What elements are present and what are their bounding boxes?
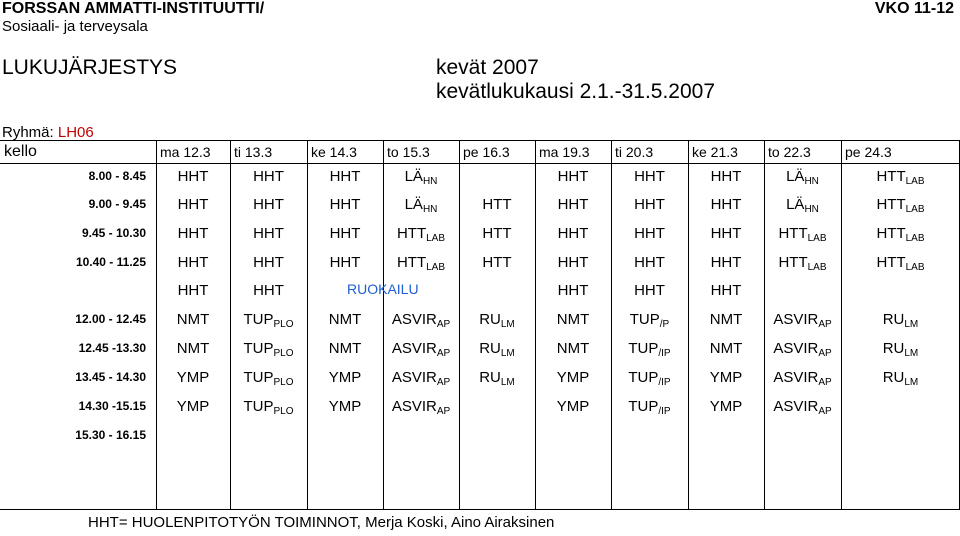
time-slot: 9.45 - 10.30 bbox=[81, 225, 146, 240]
cell-subscript: AP bbox=[818, 405, 832, 417]
timetable bbox=[0, 140, 960, 510]
group-name: LH06 bbox=[57, 124, 94, 141]
table-cell bbox=[156, 225, 230, 242]
cell-code: ASVIR bbox=[391, 339, 437, 357]
cell-subscript: AP bbox=[436, 318, 451, 330]
cell-subscript: AP bbox=[436, 405, 451, 417]
cell-subscript: AP bbox=[436, 347, 451, 359]
time-slot: 12.00 - 12.45 bbox=[75, 311, 146, 326]
cell-code: YMP bbox=[709, 397, 743, 415]
table-cell bbox=[764, 168, 841, 187]
cell-code: HHT bbox=[253, 253, 284, 271]
day-header: ke 21.3 bbox=[692, 144, 738, 160]
cell-code: YMP bbox=[556, 397, 590, 415]
group-label-text: Ryhmä: bbox=[2, 124, 58, 141]
table-cell bbox=[611, 311, 688, 330]
cell-code: NMT bbox=[556, 339, 590, 357]
cell-code: HHT bbox=[710, 195, 742, 213]
table-cell bbox=[230, 340, 307, 359]
day-header: to 22.3 bbox=[768, 144, 811, 160]
table-cell bbox=[611, 340, 688, 359]
cell-code: HTT bbox=[876, 195, 906, 213]
cell-subscript: PLO bbox=[273, 376, 294, 388]
table-cell bbox=[535, 196, 611, 213]
table-cell bbox=[230, 254, 307, 271]
cell-code: HHT bbox=[329, 167, 361, 185]
time-slot: 15.30 - 16.15 bbox=[75, 428, 146, 442]
cell-code: HHT bbox=[557, 167, 589, 185]
table-cell bbox=[688, 196, 764, 213]
cell-code: HTT bbox=[778, 253, 808, 271]
table-cell bbox=[611, 196, 688, 213]
table-cell bbox=[611, 282, 688, 299]
cell-code: NMT bbox=[709, 310, 743, 328]
cell-code: TUP bbox=[243, 339, 274, 357]
table-cell bbox=[688, 369, 764, 386]
cell-code: ASVIR bbox=[391, 368, 437, 386]
cell-subscript: /IP bbox=[658, 405, 671, 417]
cell-code: RU bbox=[882, 339, 905, 357]
cell-code: HTT bbox=[876, 224, 906, 242]
cell-subscript: LAB bbox=[905, 232, 925, 244]
table-cell bbox=[230, 196, 307, 213]
table-cell bbox=[841, 311, 960, 330]
table-cell bbox=[764, 340, 841, 359]
cell-code: ASVIR bbox=[391, 310, 437, 328]
cell-code: HHT bbox=[710, 224, 742, 242]
table-cell bbox=[307, 254, 383, 271]
table-cell bbox=[383, 398, 459, 417]
week-label: VKO 11-12 bbox=[874, 0, 954, 17]
cell-subscript: AP bbox=[818, 347, 832, 359]
table-cell bbox=[841, 225, 960, 244]
cell-code: HHT bbox=[177, 253, 209, 271]
cell-code: ASVIR bbox=[391, 397, 437, 415]
cell-code: TUP bbox=[628, 368, 659, 386]
table-cell bbox=[764, 311, 841, 330]
cell-code: NMT bbox=[328, 339, 362, 357]
cell-subscript: PLO bbox=[273, 347, 294, 359]
table-cell bbox=[383, 340, 459, 359]
cell-subscript: LM bbox=[904, 318, 919, 330]
time-slot: 8.00 - 8.45 bbox=[88, 168, 146, 183]
table-cell bbox=[535, 311, 611, 328]
table-cell bbox=[459, 196, 535, 213]
cell-code: TUP bbox=[628, 397, 659, 415]
table-cell bbox=[156, 369, 230, 386]
table-cell bbox=[611, 369, 688, 388]
cell-code: HTT bbox=[778, 224, 808, 242]
cell-code: LÄ bbox=[404, 195, 423, 213]
table-cell bbox=[156, 196, 230, 213]
cell-subscript: LM bbox=[904, 347, 919, 359]
cell-code: ASVIR bbox=[773, 310, 819, 328]
day-header: ma 12.3 bbox=[160, 144, 211, 160]
table-cell bbox=[535, 282, 611, 299]
table-cell bbox=[230, 282, 307, 299]
table-cell bbox=[688, 254, 764, 271]
cell-subscript: PLO bbox=[273, 405, 294, 417]
cell-code: HTT bbox=[876, 253, 906, 271]
table-cell bbox=[611, 225, 688, 242]
table-cell bbox=[688, 282, 764, 299]
cell-code: NMT bbox=[328, 310, 362, 328]
table-cell bbox=[688, 225, 764, 242]
cell-code: HHT bbox=[634, 195, 665, 213]
table-cell bbox=[383, 196, 459, 215]
day-header: ma 19.3 bbox=[539, 144, 590, 160]
table-cell bbox=[307, 340, 383, 357]
cell-code: ASVIR bbox=[773, 397, 819, 415]
cell-subscript: HN bbox=[422, 175, 438, 187]
cell-subscript: /P bbox=[659, 318, 670, 330]
table-cell bbox=[230, 311, 307, 330]
cell-subscript: AP bbox=[818, 376, 832, 388]
cell-code: TUP bbox=[243, 397, 274, 415]
table-cell bbox=[156, 340, 230, 357]
cell-code: HHT bbox=[710, 282, 742, 299]
table-cell bbox=[764, 254, 841, 273]
table-cell bbox=[535, 225, 611, 242]
department-name: Sosiaali- ja terveysala bbox=[2, 18, 148, 35]
cell-subscript: PLO bbox=[273, 318, 294, 330]
table-cell bbox=[230, 398, 307, 417]
institution-name: FORSSAN AMMATTI-INSTITUUTTI/ bbox=[2, 0, 265, 17]
cell-code: RU bbox=[479, 310, 501, 328]
cell-code: HTT bbox=[396, 253, 427, 271]
cell-code: TUP bbox=[628, 339, 659, 357]
table-cell bbox=[307, 369, 383, 386]
cell-code: HHT bbox=[253, 195, 284, 213]
cell-subscript: /IP bbox=[658, 347, 671, 359]
day-header: ti 13.3 bbox=[234, 144, 273, 160]
table-cell bbox=[841, 340, 960, 359]
table-cell bbox=[535, 254, 611, 271]
cell-subscript: LM bbox=[500, 347, 515, 359]
table-cell bbox=[764, 196, 841, 215]
table-cell bbox=[611, 254, 688, 271]
footer-legend: HHT= HUOLENPITOTYÖN TOIMINNOT, Merja Koski, Aino Airaksinen bbox=[88, 514, 555, 531]
cell-code: HHT bbox=[177, 224, 209, 242]
cell-code: HHT bbox=[557, 282, 589, 299]
table-cell bbox=[459, 225, 535, 242]
cell-subscript: LAB bbox=[426, 261, 446, 273]
cell-code: HHT bbox=[329, 195, 361, 213]
period-label: kevätlukukausi 2.1.-31.5.2007 bbox=[436, 80, 716, 103]
corner-label: kello bbox=[4, 143, 37, 160]
time-slot: 10.40 - 11.25 bbox=[75, 254, 146, 269]
table-cell bbox=[383, 168, 459, 187]
cell-code: HHT bbox=[253, 167, 284, 185]
table-cell bbox=[459, 254, 535, 271]
table-cell bbox=[764, 398, 841, 417]
table-cell bbox=[535, 340, 611, 357]
cell-subscript: LAB bbox=[905, 175, 925, 187]
table-cell bbox=[307, 398, 383, 415]
table-cell bbox=[459, 369, 535, 388]
cell-code: LÄ bbox=[404, 167, 423, 185]
table-cell bbox=[611, 168, 688, 185]
cell-code: RU bbox=[479, 339, 501, 357]
term-label: kevät 2007 bbox=[436, 56, 539, 79]
cell-code: ASVIR bbox=[773, 339, 819, 357]
cell-code: NMT bbox=[176, 310, 210, 328]
cell-code: YMP bbox=[709, 368, 743, 386]
day-header: ti 20.3 bbox=[615, 144, 654, 160]
cell-code: HHT bbox=[177, 282, 209, 299]
cell-code: HTT bbox=[876, 167, 906, 185]
cell-code: HHT bbox=[177, 195, 209, 213]
table-cell bbox=[535, 398, 611, 415]
cell-subscript: LM bbox=[500, 376, 515, 388]
cell-code: HHT bbox=[253, 282, 284, 299]
cell-code: HHT bbox=[710, 253, 742, 271]
table-cell bbox=[459, 340, 535, 359]
table-cell bbox=[459, 311, 535, 330]
cell-code: HHT bbox=[557, 195, 589, 213]
cell-code: TUP bbox=[629, 310, 660, 328]
cell-subscript: /IP bbox=[658, 376, 671, 388]
day-header: pe 24.3 bbox=[845, 144, 892, 160]
table-cell bbox=[535, 369, 611, 386]
cell-subscript: HN bbox=[804, 175, 819, 187]
cell-code: YMP bbox=[328, 397, 362, 415]
table-cell bbox=[841, 196, 960, 215]
table-cell bbox=[611, 398, 688, 417]
time-slot: 9.00 - 9.45 bbox=[88, 196, 146, 211]
cell-subscript: LAB bbox=[426, 232, 446, 244]
table-cell bbox=[535, 168, 611, 185]
cell-code: HHT bbox=[634, 282, 665, 299]
cell-code: HHT bbox=[557, 224, 589, 242]
cell-code: TUP bbox=[243, 368, 274, 386]
time-slot: 13.45 - 14.30 bbox=[75, 369, 146, 384]
time-slot: 14.30 -15.15 bbox=[78, 398, 146, 413]
table-cell bbox=[764, 369, 841, 388]
cell-code: LÄ bbox=[786, 167, 805, 185]
cell-code: HTT bbox=[396, 224, 427, 242]
cell-code: HTT bbox=[482, 224, 512, 242]
table-cell bbox=[764, 225, 841, 244]
cell-subscript: LM bbox=[500, 318, 515, 330]
table-cell bbox=[688, 311, 764, 328]
cell-code: HHT bbox=[634, 253, 665, 271]
cell-code: HHT bbox=[329, 253, 361, 271]
table-cell bbox=[307, 225, 383, 242]
table-cell bbox=[307, 196, 383, 213]
cell-code: NMT bbox=[709, 339, 743, 357]
cell-code: TUP bbox=[243, 310, 274, 328]
table-cell bbox=[156, 398, 230, 415]
cell-subscript: LM bbox=[904, 376, 919, 388]
cell-code: YMP bbox=[556, 368, 590, 386]
table-cell bbox=[841, 254, 960, 273]
cell-code: HHT bbox=[634, 167, 665, 185]
table-cell bbox=[383, 369, 459, 388]
table-cell bbox=[230, 225, 307, 242]
cell-code: RU bbox=[479, 368, 501, 386]
table-cell bbox=[383, 254, 459, 273]
cell-code: HHT bbox=[329, 224, 361, 242]
cell-subscript: AP bbox=[818, 318, 832, 330]
lunch-label: RUOKAILU bbox=[347, 281, 419, 297]
table-cell bbox=[688, 398, 764, 415]
table-cell bbox=[156, 311, 230, 328]
grid-hline bbox=[0, 163, 959, 164]
cell-code: RU bbox=[882, 310, 905, 328]
table-cell bbox=[230, 369, 307, 388]
cell-code: HTT bbox=[482, 253, 512, 271]
group-label bbox=[2, 124, 94, 141]
page-title: LUKUJÄRJESTYS bbox=[2, 56, 178, 79]
table-cell bbox=[156, 254, 230, 271]
table-cell bbox=[156, 282, 230, 299]
cell-code: YMP bbox=[328, 368, 362, 386]
cell-code: HHT bbox=[710, 167, 742, 185]
cell-code: HHT bbox=[634, 224, 665, 242]
day-header: to 15.3 bbox=[387, 144, 430, 160]
cell-subscript: LAB bbox=[807, 232, 827, 244]
cell-code: RU bbox=[882, 368, 905, 386]
table-cell bbox=[688, 168, 764, 185]
cell-code: YMP bbox=[176, 368, 210, 386]
cell-code: ASVIR bbox=[773, 368, 819, 386]
cell-code: YMP bbox=[176, 397, 210, 415]
table-cell bbox=[383, 225, 459, 244]
cell-code: LÄ bbox=[786, 195, 805, 213]
day-header: ke 14.3 bbox=[311, 144, 357, 160]
cell-subscript: HN bbox=[422, 203, 438, 215]
day-header: pe 16.3 bbox=[463, 144, 510, 160]
table-cell bbox=[307, 168, 383, 185]
cell-subscript: LAB bbox=[905, 203, 925, 215]
cell-subscript: AP bbox=[436, 376, 451, 388]
cell-code: HTT bbox=[482, 195, 512, 213]
time-slot: 12.45 -13.30 bbox=[78, 340, 146, 355]
cell-subscript: LAB bbox=[807, 261, 827, 273]
cell-code: NMT bbox=[556, 310, 590, 328]
cell-code: HHT bbox=[557, 253, 589, 271]
cell-code: NMT bbox=[176, 339, 210, 357]
table-cell bbox=[841, 369, 960, 388]
table-cell bbox=[307, 311, 383, 328]
cell-code: HHT bbox=[253, 224, 284, 242]
cell-subscript: LAB bbox=[905, 261, 925, 273]
table-cell bbox=[841, 168, 960, 187]
table-cell bbox=[230, 168, 307, 185]
table-cell bbox=[156, 168, 230, 185]
cell-subscript: HN bbox=[804, 203, 819, 215]
table-cell bbox=[688, 340, 764, 357]
cell-code: HHT bbox=[177, 167, 209, 185]
table-cell bbox=[383, 311, 459, 330]
